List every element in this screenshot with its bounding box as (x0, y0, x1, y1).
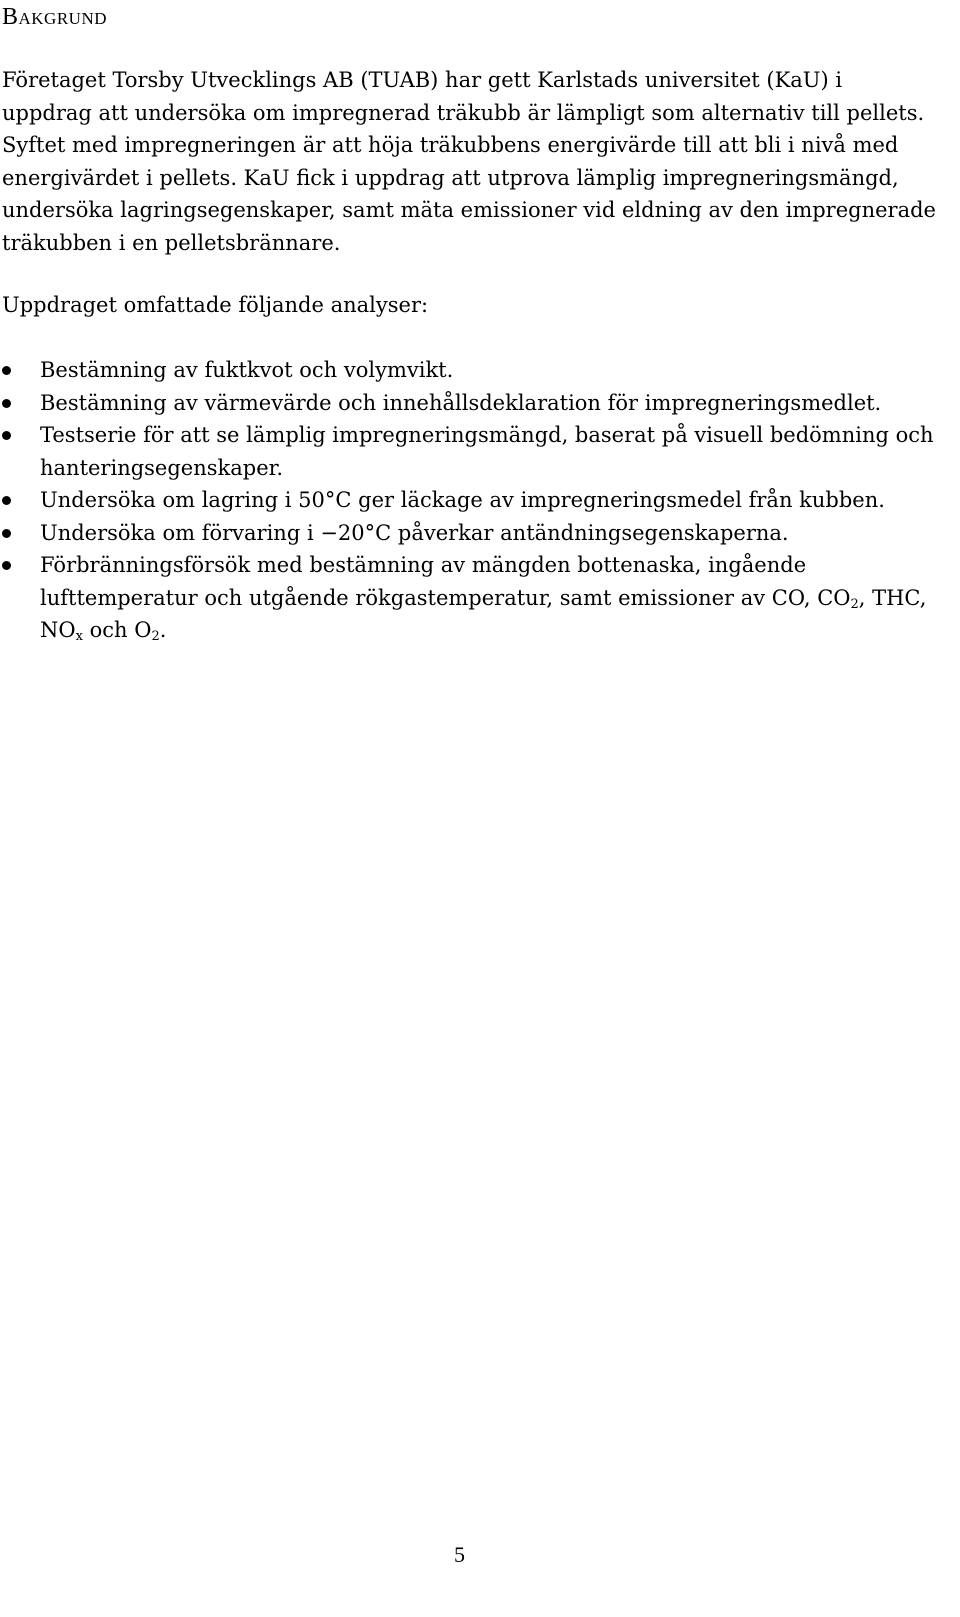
analyses-lead-in: Uppdraget omfattade följande analyser: (2, 293, 429, 317)
combustion-text-end: . (159, 618, 167, 642)
analyses-list (0, 354, 940, 647)
bullet-icon (2, 366, 11, 375)
list-item (0, 354, 940, 387)
combustion-text-start: Förbränningsförsök med bestämning av mängden bottenaska, ingående lufttemperatur och utgående rökgastemperatur, samt emissioner av CO, CO (40, 553, 851, 610)
list-item-text: Bestämning av värmevärde och innehållsdeklaration för impregneringsmedlet. (40, 390, 882, 415)
intro-paragraph: Företaget Torsby Utvecklings AB (TUAB) har gett Karlstads universitet (KaU) i uppdrag att undersöka om impregnerad träkubb är lämpligt som alternativ till pellets. Syftet med impregneringen är att höja träkubbens energivärde till att bli i nivå med energivärdet i pellets. KaU fick i uppdrag att utprova lämplig impregneringsmängd, undersöka lagringsegenskaper, samt mäta emissioner vid eldning av den impregnerade träkubben i en pelletsbrännare. (2, 68, 936, 255)
bullet-icon (2, 399, 11, 408)
list-item (0, 549, 940, 647)
bullet-icon (2, 529, 11, 538)
list-item-text: Bestämning av fuktkvot och volymvikt. (40, 358, 454, 382)
list-item (0, 484, 940, 517)
list-item-text: Undersöka om förvaring i −20°C påverkar antändningsegenskaperna. (40, 520, 789, 545)
list-item-text (40, 553, 926, 642)
section-heading: Bakgrund (2, 4, 108, 30)
co2-subscript: 2 (850, 596, 859, 612)
list-item (0, 419, 940, 484)
list-item-text: Testserie för att se lämplig impregneringsmängd, baserat på visuell bedömning och hanteringsegenskaper. (40, 423, 934, 480)
combustion-text-och: och O (82, 618, 152, 642)
bullet-icon (2, 431, 11, 440)
list-item (0, 517, 940, 550)
page-number: 5 (454, 1542, 465, 1567)
bullet-icon (2, 496, 11, 505)
nox-subscript: x (75, 629, 83, 644)
o2-subscript: 2 (151, 629, 160, 644)
combustion-text-middle: , THC, NO (40, 585, 927, 642)
list-item-text: Undersöka om lagring i 50°C ger läckage av impregneringsmedel från kubben. (40, 488, 885, 512)
bullet-icon (2, 561, 11, 570)
list-item (0, 387, 940, 420)
